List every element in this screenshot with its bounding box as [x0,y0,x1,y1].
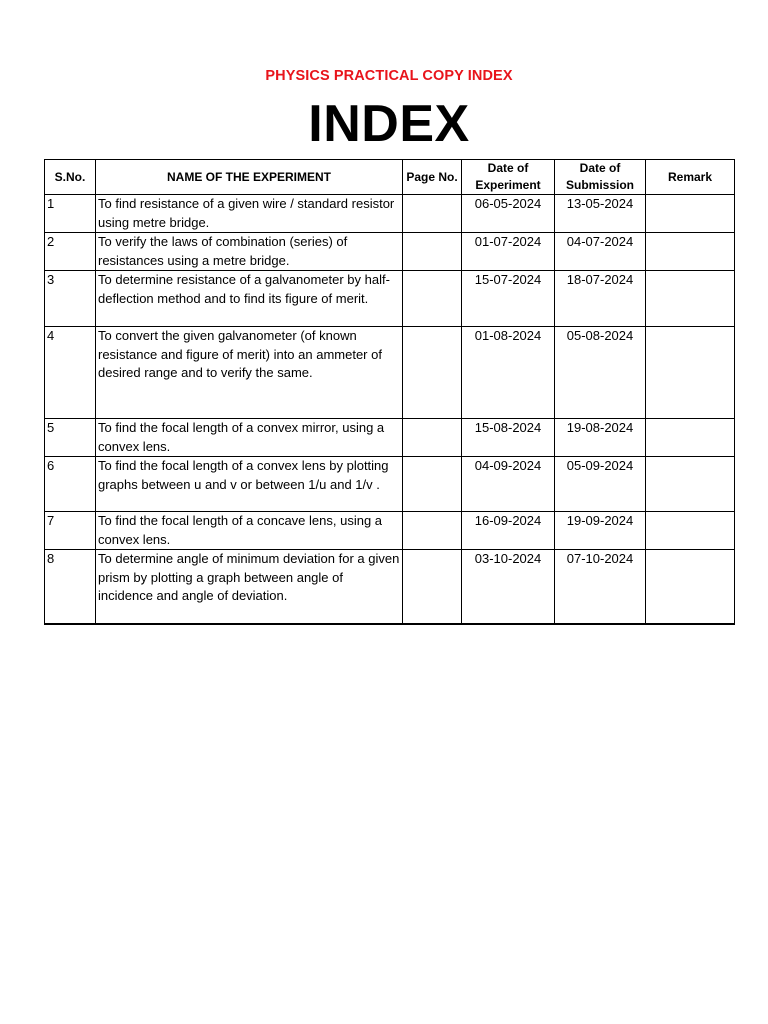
cell-page [403,512,462,550]
cell-page [403,271,462,327]
cell-name: To find the focal length of a convex lens by plotting graphs between u and v or between 1/u and 1/v . [96,457,403,512]
table-row [45,233,735,271]
cell-name: To convert the given galvanometer (of known resistance and figure of merit) into an ammeter of desired range and to verify the same. [96,327,403,419]
cell-date-submission: 19-08-2024 [555,419,646,457]
cell-remark [646,233,735,271]
cell-remark [646,271,735,327]
cell-date-experiment: 04-09-2024 [462,457,555,512]
table-row [45,419,735,457]
index-table [44,159,735,625]
cell-page [403,327,462,419]
cell-date-experiment: 01-07-2024 [462,233,555,271]
table-header-row [45,160,735,195]
cell-date-experiment: 06-05-2024 [462,195,555,233]
cell-date-experiment: 15-07-2024 [462,271,555,327]
cell-remark [646,195,735,233]
table-row [45,550,735,624]
cell-sno: 4 [45,327,96,419]
cell-page [403,419,462,457]
cell-date-experiment: 15-08-2024 [462,419,555,457]
cell-name: To determine resistance of a galvanometer by half-deflection method and to find its figure of merit. [96,271,403,327]
table-row [45,271,735,327]
cell-sno: 5 [45,419,96,457]
cell-remark [646,550,735,624]
cell-sno: 8 [45,550,96,624]
header-sno: S.No. [45,160,96,195]
cell-date-experiment: 03-10-2024 [462,550,555,624]
cell-date-submission: 05-09-2024 [555,457,646,512]
cell-sno: 6 [45,457,96,512]
cell-date-submission: 04-07-2024 [555,233,646,271]
table-row [45,327,735,419]
header-date-experiment: Date of Experiment [462,160,555,195]
cell-sno: 7 [45,512,96,550]
cell-date-submission: 07-10-2024 [555,550,646,624]
cell-date-experiment: 16-09-2024 [462,512,555,550]
cell-page [403,550,462,624]
cell-page [403,195,462,233]
cell-remark [646,419,735,457]
cell-date-experiment: 01-08-2024 [462,327,555,419]
table-row [45,457,735,512]
table-row [45,195,735,233]
cell-sno: 3 [45,271,96,327]
header-remark: Remark [646,160,735,195]
cell-name: To find the focal length of a convex mirror, using a convex lens. [96,419,403,457]
page-subtitle: PHYSICS PRACTICAL COPY INDEX [265,68,513,84]
cell-sno: 2 [45,233,96,271]
page-title: INDEX [308,95,470,153]
cell-name: To determine angle of minimum deviation for a given prism by plotting a graph between angle of incidence and angle of deviation. [96,550,403,624]
cell-date-submission: 13-05-2024 [555,195,646,233]
cell-date-submission: 18-07-2024 [555,271,646,327]
cell-remark [646,327,735,419]
cell-name: To find resistance of a given wire / standard resistor using metre bridge. [96,195,403,233]
cell-name: To find the focal length of a concave lens, using a convex lens. [96,512,403,550]
cell-remark [646,512,735,550]
cell-page [403,233,462,271]
cell-sno: 1 [45,195,96,233]
cell-name: To verify the laws of combination (series) of resistances using a metre bridge. [96,233,403,271]
cell-date-submission: 05-08-2024 [555,327,646,419]
cell-date-submission: 19-09-2024 [555,512,646,550]
header-name: NAME OF THE EXPERIMENT [96,160,403,195]
header-date-submission: Date of Submission [555,160,646,195]
cell-page [403,457,462,512]
cell-remark [646,457,735,512]
header-page: Page No. [403,160,462,195]
table-row [45,512,735,550]
